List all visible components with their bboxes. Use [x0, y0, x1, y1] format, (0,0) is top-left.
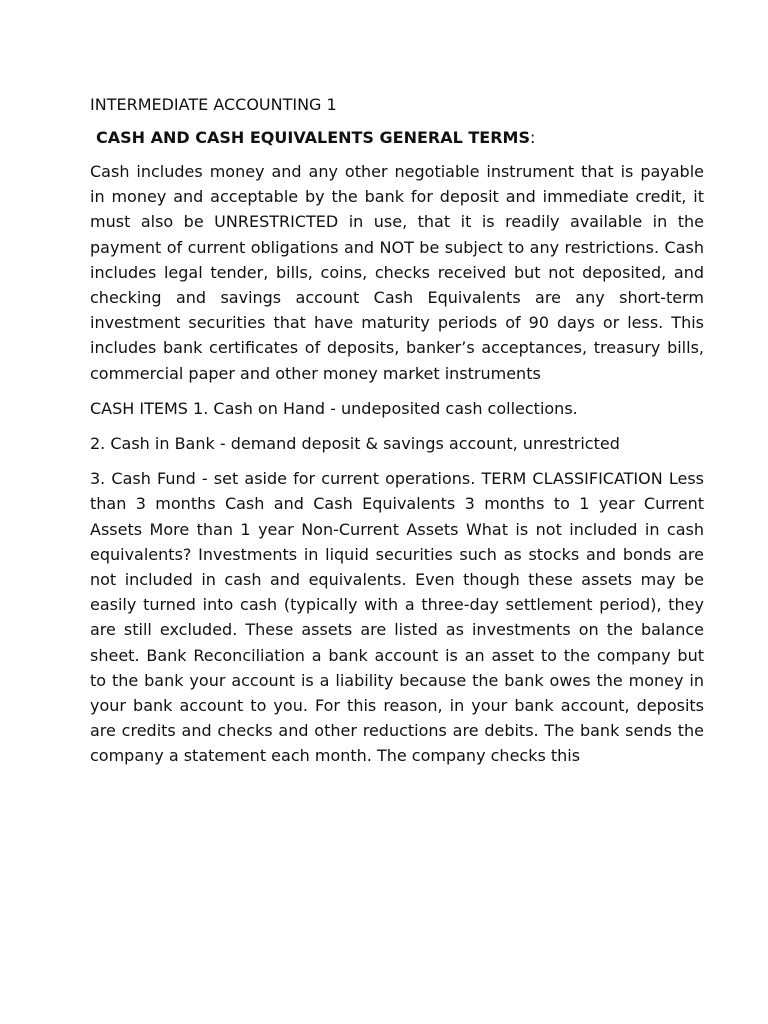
paragraph-cash-fund: 3. Cash Fund - set aside for current operations. TERM CLASSIFICATION Less than 3 months Cash and Cash Equivalents 3 months to 1 year Current Assets More than 1 year Non-Current Assets What is not included in cash equivalents? Investments in liquid securities such as stocks and bonds are not included in cash and equivalents. Even though these assets may be easily turned into cash (typically with a three-day settlement period), they are still excluded. These assets are listed as investments on the balance sheet. Bank Reconciliation a bank account is an asset to the company but to the bank your account is a liability because the bank owes the money in your bank account to you. For this reason, in your bank account, deposits are credits and checks and other reductions are debits. The bank sends the company a statement each month. The company checks this — [90, 469, 704, 766]
document-page — [90, 92, 704, 779]
paragraph-cash-definition: Cash includes money and any other negotiable instrument that is payable in money and acceptable by the bank for deposit and immediate credit, it must also be UNRESTRICTED in use, that it is readily available in the payment of current obligations and NOT be subject to any restrictions. Cash includes legal tender, bills, coins, checks received but not deposited, and checking and savings account Cash Equivalents are any short-term investment securities that have maturity periods of 90 days or less. This includes bank certificates of deposits, banker’s acceptances, treasury bills, commercial paper and other money market instruments — [90, 162, 704, 383]
paragraph-cash-in-bank: 2. Cash in Bank - demand deposit & savings account, unrestricted — [90, 434, 620, 454]
course-title: INTERMEDIATE ACCOUNTING 1 — [90, 95, 337, 114]
section-heading-text: CASH AND CASH EQUIVALENTS GENERAL TERMS — [96, 128, 530, 147]
section-heading — [96, 125, 704, 150]
paragraph-cash-items: CASH ITEMS 1. Cash on Hand - undeposited cash collections. — [90, 398, 578, 418]
section-heading-colon: : — [529, 128, 536, 147]
